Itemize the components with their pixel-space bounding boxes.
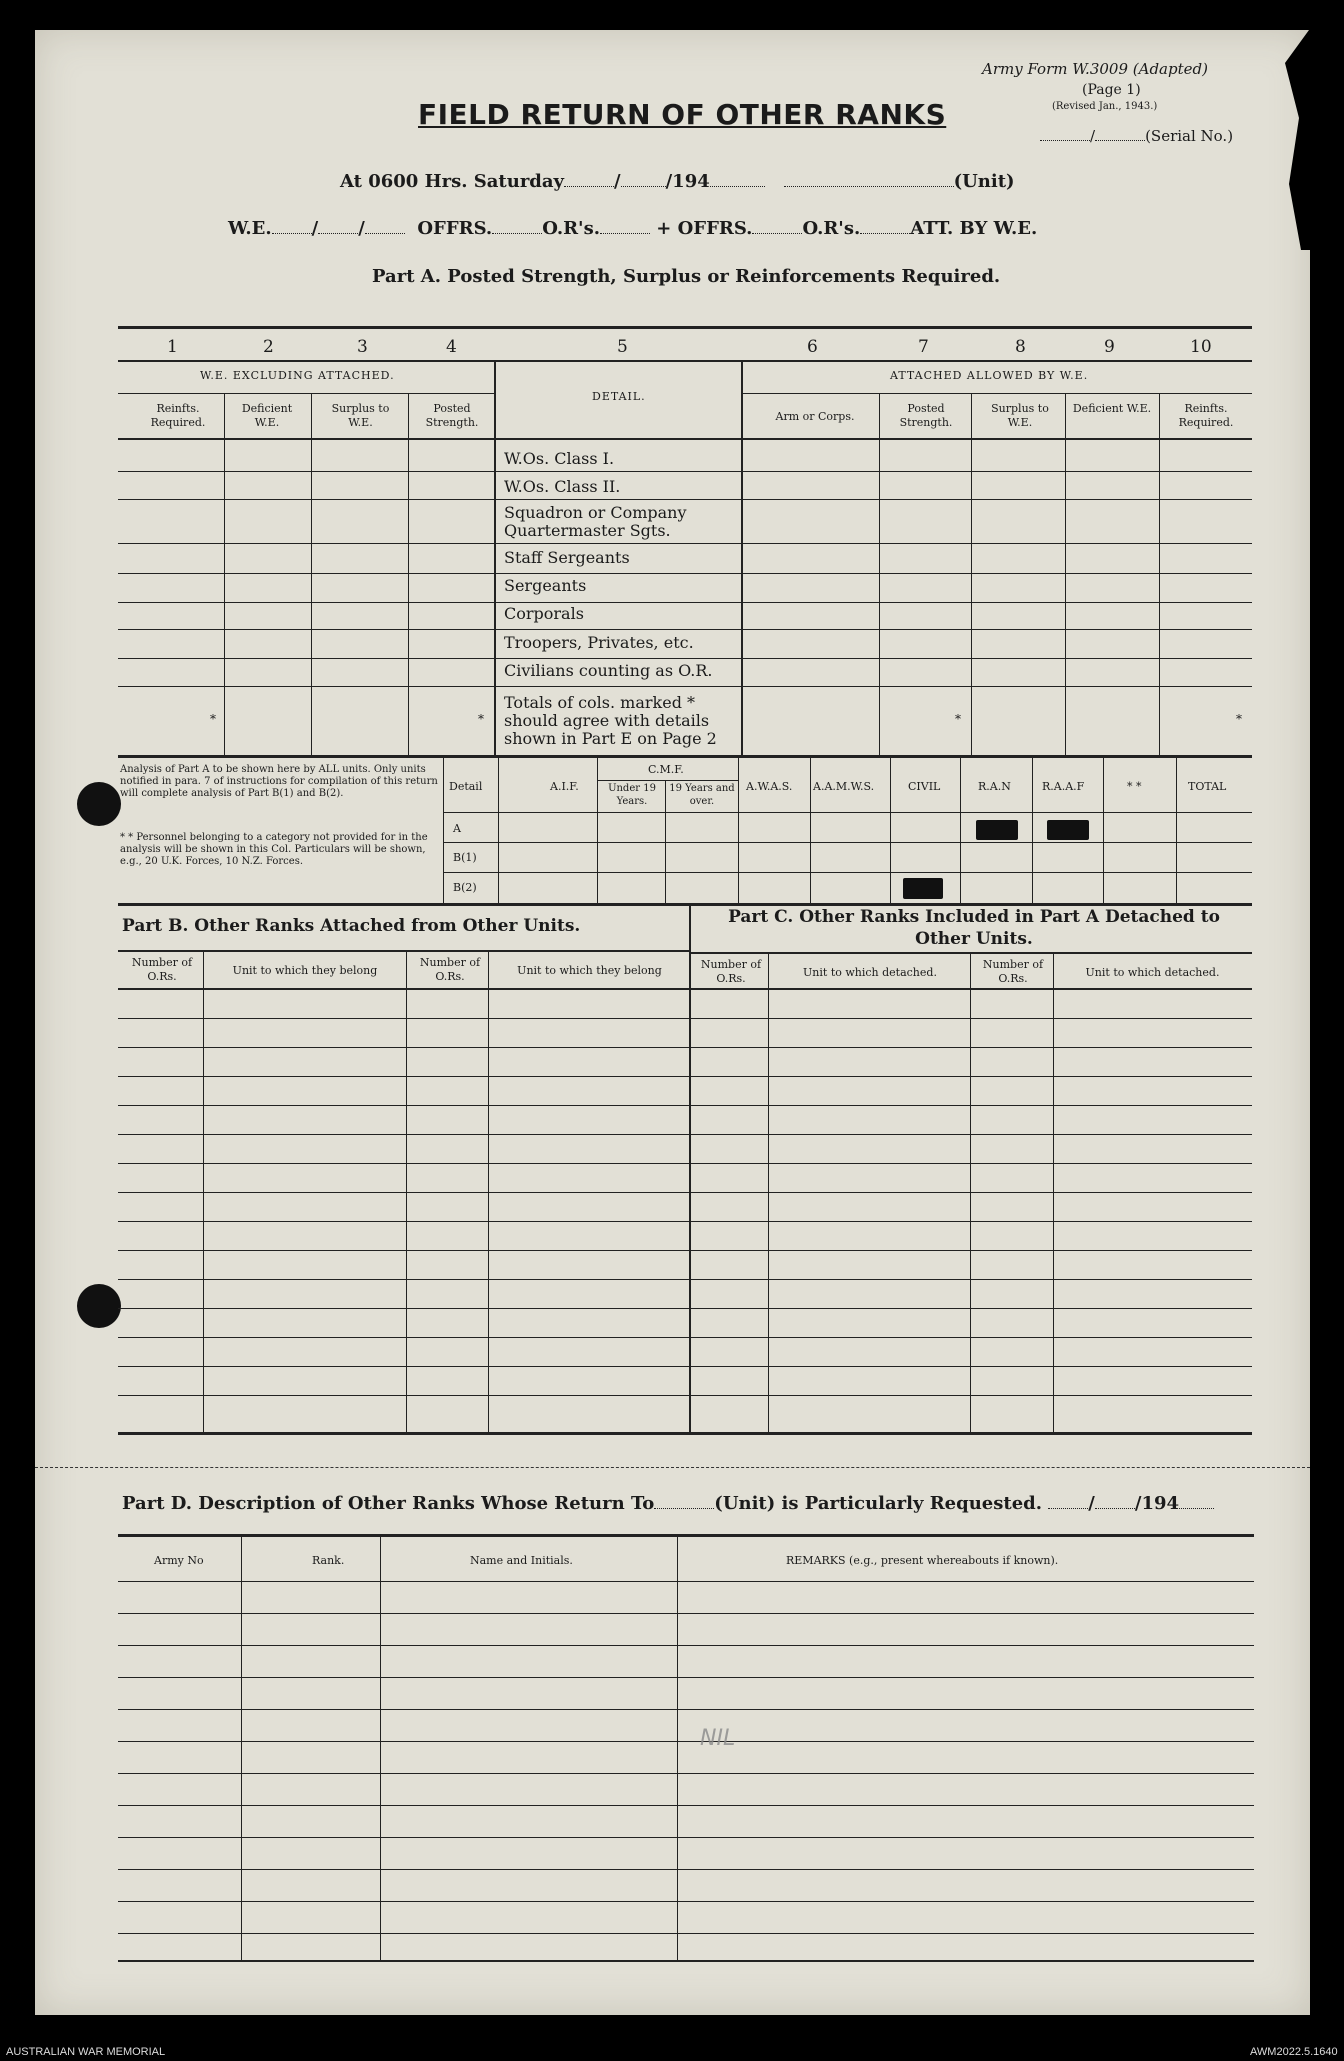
- col-number: 2: [263, 337, 274, 357]
- row-label: W.Os. Class I.: [504, 449, 615, 468]
- rank-header: Rank.: [312, 1554, 345, 1567]
- col-number: 10: [1190, 337, 1212, 357]
- col-number: 7: [918, 337, 929, 357]
- col-header-deficient-att: Deficient W.E.: [1072, 402, 1152, 415]
- form-title: FIELD RETURN OF OTHER RANKS: [418, 98, 947, 131]
- col-number: 6: [807, 337, 818, 357]
- redaction-box: [1047, 820, 1089, 840]
- cmf-header: C.M.F.: [648, 763, 684, 776]
- col-number: 1: [167, 337, 178, 357]
- redaction-box: [903, 878, 943, 899]
- analysis-row-label: B(2): [453, 881, 477, 894]
- col-number: 3: [357, 337, 368, 357]
- col-number: 4: [446, 337, 457, 357]
- under19-header: Under 19 Years.: [608, 783, 656, 807]
- aamws-header: A.A.M.W.S.: [813, 780, 875, 793]
- part-b-title: Part B. Other Ranks Attached from Other Units.: [122, 916, 581, 936]
- part-c-num-header: Number of O.Rs.: [700, 958, 762, 985]
- row-label-totals: Totals of cols. marked * should agree with details shown in Part E on Page 2: [504, 693, 717, 748]
- col-header-deficient: Deficient W.E.: [241, 402, 293, 429]
- star-mark: *: [955, 712, 961, 726]
- part-b-num-header: Number of O.Rs.: [131, 956, 193, 983]
- part-c-num-header: Number of O.Rs.: [982, 958, 1044, 985]
- col-header-arm: Arm or Corps.: [775, 410, 855, 423]
- nil-annotation: NIL: [700, 1726, 736, 1751]
- row-label: Squadron or Company Quartermaster Sgts.: [504, 503, 687, 540]
- row-label: Civilians counting as O.R.: [504, 661, 713, 680]
- punch-hole: [77, 782, 121, 826]
- part-c-unit-header: Unit to which detached.: [803, 966, 937, 979]
- remarks-header: REMARKS (e.g., present whereabouts if known).: [786, 1554, 1059, 1567]
- part-b-unit-header: Unit to which they belong: [232, 964, 378, 977]
- detail-header: DETAIL.: [592, 390, 646, 403]
- punch-hole: [77, 1284, 121, 1328]
- part-b-unit-header: Unit to which they belong: [517, 964, 662, 977]
- col-number: 9: [1104, 337, 1115, 357]
- civil-header: CIVIL: [908, 780, 941, 793]
- col-header-posted: Posted Strength.: [425, 402, 479, 429]
- army-no-header: Army No: [154, 1554, 204, 1567]
- we-line: W.E. / / OFFRS. O.R's. + OFFRS. O.R's. ATT. BY W.E.: [228, 218, 1038, 239]
- total-header: TOTAL: [1188, 780, 1227, 793]
- right-group-header: ATTACHED ALLOWED BY W.E.: [890, 369, 1089, 382]
- row-label: Corporals: [504, 604, 584, 623]
- col-header-reinfts: Reinfts. Required.: [150, 402, 206, 429]
- page-label: (Page 1): [1082, 82, 1141, 98]
- over19-header: 19 Years and over.: [669, 783, 735, 807]
- awas-header: A.W.A.S.: [746, 780, 793, 793]
- name-header: Name and Initials.: [470, 1554, 573, 1567]
- col-number: 8: [1015, 337, 1026, 357]
- analysis-row-label: A: [453, 822, 461, 835]
- star-mark: *: [478, 712, 484, 726]
- row-label: Sergeants: [504, 576, 587, 595]
- ran-header: R.A.N: [978, 780, 1011, 793]
- col-number: 5: [617, 337, 628, 357]
- col-header-posted-att: Posted Strength.: [899, 402, 953, 429]
- revised-label: (Revised Jan., 1943.): [1052, 101, 1158, 112]
- footer-accession: AWM2022.5.1640: [1250, 2046, 1338, 2058]
- date-line: At 0600 Hrs. Saturday / /194 (Unit): [340, 171, 1015, 192]
- row-label: Troopers, Privates, etc.: [504, 633, 694, 652]
- army-form-label: Army Form W.3009 (Adapted): [982, 60, 1208, 78]
- redaction-box: [976, 820, 1018, 840]
- col-header-surplus: Surplus to W.E.: [331, 402, 390, 429]
- part-c-unit-header: Unit to which detached.: [1085, 966, 1220, 979]
- serial-label: / (Serial No.): [1040, 127, 1233, 145]
- col-header-reinfts-att: Reinfts. Required.: [1178, 402, 1234, 429]
- star-mark: *: [210, 712, 216, 726]
- part-d-title: Part D. Description of Other Ranks Whose Return To (Unit) is Particularly Requested. / /194: [122, 1493, 1214, 1514]
- row-label: W.Os. Class II.: [504, 477, 621, 496]
- other-category-header: * *: [1127, 780, 1142, 793]
- part-c-title: Part C. Other Ranks Included in Part A Detached to Other Units.: [728, 907, 1220, 949]
- aif-header: A.I.F.: [550, 780, 579, 793]
- tear-line: [35, 1467, 1310, 1468]
- star-mark: *: [1236, 712, 1242, 726]
- analysis-footnote: * * Personnel belonging to a category not provided for in the analysis will be shown in this Col. Particulars will be shown, e.g., 20 U.K. Forces, 10 N.Z. Forces.: [120, 832, 428, 867]
- analysis-note: Analysis of Part A to be shown here by ALL units. Only units notified in para. 7 of instructions for compilation of this return will complete analysis of Part B(1) and B(2).: [120, 764, 438, 799]
- part-b-num-header: Number of O.Rs.: [419, 956, 481, 983]
- analysis-row-label: B(1): [453, 851, 477, 864]
- left-group-header: W.E. EXCLUDING ATTACHED.: [200, 369, 395, 382]
- row-label: Staff Sergeants: [504, 548, 630, 567]
- raaf-header: R.A.A.F: [1042, 780, 1085, 793]
- col-header-surplus-att: Surplus to W.E.: [991, 402, 1049, 429]
- footer-credit: AUSTRALIAN WAR MEMORIAL: [6, 2046, 166, 2058]
- analysis-detail-header: Detail: [449, 780, 483, 793]
- part-a-title: Part A. Posted Strength, Surplus or Reinforcements Required.: [372, 266, 1001, 287]
